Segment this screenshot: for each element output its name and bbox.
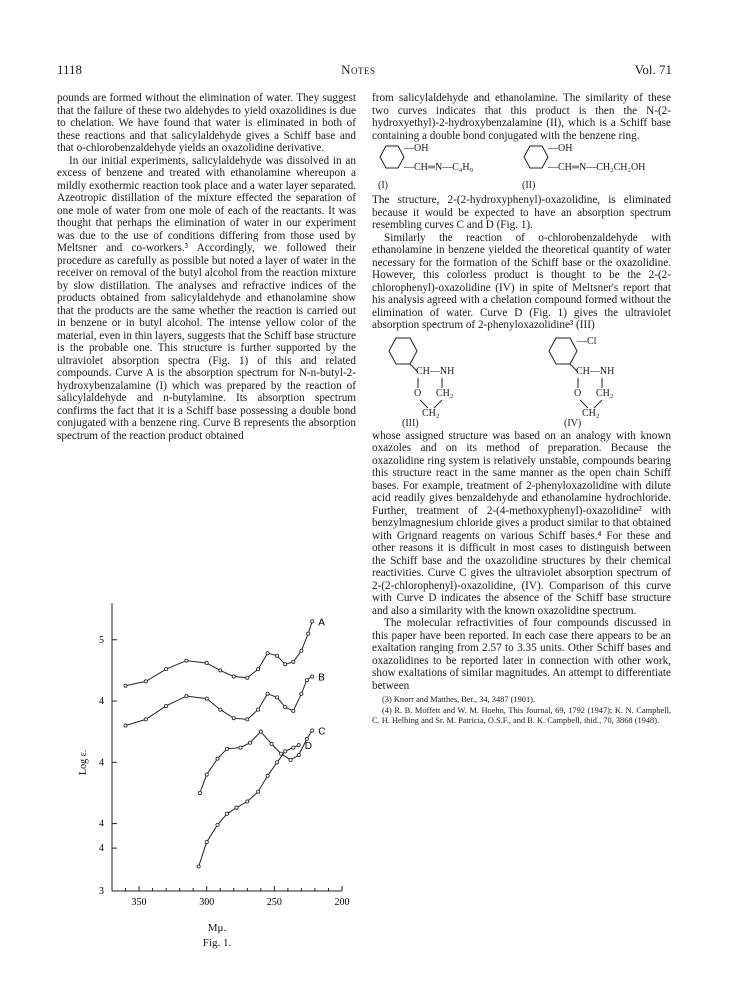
footnote: (3) Knorr and Matthes, Ber., 34, 3487 (1901). xyxy=(382,695,536,704)
data-point-B xyxy=(300,692,303,695)
oh-substituent: —OH xyxy=(404,143,429,154)
data-point-A xyxy=(246,676,249,679)
data-point-C xyxy=(216,757,219,760)
data-point-B xyxy=(144,718,147,721)
data-point-C xyxy=(270,742,273,745)
data-point-B xyxy=(266,692,269,695)
series-label-B: B xyxy=(318,672,325,684)
chain-I: —CH═N—C₄H₉ xyxy=(404,162,474,173)
data-point-A xyxy=(257,668,260,671)
data-point-A xyxy=(284,663,287,666)
data-point-D xyxy=(216,823,219,826)
oh-substituent: —OH xyxy=(548,143,573,154)
data-point-C xyxy=(205,773,208,776)
left-column xyxy=(57,92,356,442)
section-title: Notes xyxy=(341,62,376,77)
y-tick-label: 4 xyxy=(99,696,104,708)
paragraph: Similarly the reaction of o-chlorobenzaldehyde with ethanolamine in benzene yielded the theoretical quantity of water necessary for the formation of the Schiff base or the oxazolidine. However, this colorless product is thought to be the 2-(2-chlorophenyl)-oxazolidine (IV) in spite of Meltsner's report that his analysis agreed with a chelation compound formed without the elimination of water. Curve D (Fig. 1) gives the ultraviolet absorption spectrum of 2-phenyloxazolidine³ (III) xyxy=(372,231,671,331)
paragraph: In our initial experiments, salicylaldehyde was dissolved in an excess of benzene and treated with ethanolamine whereupon a mildly exothermic reaction took place and a water layer separated. Azeotropic distillation of the mixture effected the separation of one mole of water from one mole of each of the reactants. It was thought that perhaps the elimination of water in our experiment was due to the use of conditions differing from those used by Meltsner and co-workers.³ Accordingly, we followed their procedure as carefully as possible but noted a layer of water in the receiver on removal of the butyl alcohol from the reaction mixture by slow distillation. The analyses and refractive indices of the products obtained from salicylaldehyde and ethanolamine show that the products are the same whether the reaction is carried out in benzene or in butyl alcohol. The intense yellow color of the material, even in thin layers, suggests that the Schiff base structure is the probable one. This structure is further supported by the ultraviolet absorption spectra (Fig. 1) of this and related compounds. Curve A is the absorption spectrum for N-n-butyl-2-hydroxybenzalamine (I) which was prepared by the reaction of salicylaldehyde and n-butylamine. Its absorption spectrum confirms the fact that it is a Schiff base possessing a double bond conjugated with a benzene ring. Curve B represents the absorption spectrum of the reaction product obtained xyxy=(57,154,356,442)
series-label-C: C xyxy=(318,726,326,738)
series-label-A: A xyxy=(318,617,325,629)
ring-atoms: CH—NH xyxy=(416,365,455,377)
volume-label: Vol. 71 xyxy=(634,62,672,77)
data-point-A xyxy=(205,661,208,664)
data-point-A xyxy=(266,652,269,655)
data-point-D xyxy=(225,812,228,815)
data-point-C xyxy=(289,758,292,761)
methylene: CH₂ xyxy=(582,407,600,419)
structure-bonds xyxy=(372,332,671,430)
right-column xyxy=(372,92,671,727)
x-tick-label: 250 xyxy=(266,897,282,908)
data-point-D xyxy=(197,865,200,868)
data-point-D xyxy=(297,744,300,747)
curve-C xyxy=(200,731,312,794)
data-point-D xyxy=(284,750,287,753)
data-point-B xyxy=(232,717,235,720)
data-point-B xyxy=(284,706,287,709)
data-point-C xyxy=(305,737,308,740)
data-point-B xyxy=(311,675,314,678)
oxygen-atom: O xyxy=(414,387,422,399)
ring-atoms: CH—NH xyxy=(576,365,615,377)
y-axis-label: Log ε. xyxy=(78,749,89,775)
y-tick-label: 5 xyxy=(99,634,104,646)
data-point-D xyxy=(235,806,238,809)
data-point-B xyxy=(165,704,168,707)
label-III: (III) xyxy=(402,417,419,429)
absorption-spectra-chart xyxy=(72,583,362,938)
curve-D xyxy=(199,745,299,866)
data-point-B xyxy=(185,695,188,698)
footnotes xyxy=(372,695,671,727)
y-tick-label: 4 xyxy=(99,757,104,769)
data-point-D xyxy=(205,840,208,843)
data-point-A xyxy=(232,675,235,678)
data-point-D xyxy=(275,761,278,764)
data-point-D xyxy=(246,800,249,803)
data-point-C xyxy=(198,791,201,794)
x-unit-label: Mμ. xyxy=(207,922,227,934)
paragraph: The structure, 2-(2-hydroxyphenyl)-oxazolidine, is eliminated because it would be expected to have an absorption spectrum resembling curves C and D (Fig. 1). xyxy=(372,194,671,231)
y-tick-label: 4 xyxy=(99,818,104,830)
figure-1 xyxy=(72,583,362,958)
page-number: 1118 xyxy=(57,62,83,77)
data-point-A xyxy=(311,620,314,623)
y-tick-label: 4 xyxy=(99,843,104,855)
paragraph: pounds are formed without the elimination of water. They suggest that the failure of these two aldehydes to yield oxazolidines is due to chelation. We have found that water is eliminated in both of these reactions and that salicylaldehyde gives a Schiff base and that o-chlorobenzaldehyde yields an oxazolidine derivative. xyxy=(57,92,356,154)
data-point-D xyxy=(266,774,269,777)
label-I: (I) xyxy=(378,180,388,191)
data-point-C xyxy=(248,741,251,744)
series-label-D: D xyxy=(304,741,312,753)
paragraph: whose assigned structure was based on an analogy with known oxazoles and on its method of preparation. Because the oxazolidine ring system is relatively unstable, compounds bearing this structure react in the same manner as the open chain Schiff bases. For example, treatment of 2-phenyloxazolidine with dilute acid readily gives benzaldehyde and ethanolamine hydrochloride. Further, treatment of 2-(4-methoxyphenyl)-oxazolidine² with benzylmagnesium chloride gives a product similar to that obtained with Grignard reagents on various Schiff bases.⁴ For these and other reasons it is difficult in most cases to distinguish between the Schiff base and the oxazolidine structures by their chemical reactivities. Curve C gives the ultraviolet absorption spectrum of 2-(2-chlorophenyl)-oxazolidine, (IV). Comparison of this curve with Curve D indicates the absence of the Schiff base structure and also a similarity with the known oxazolidine spectrum. xyxy=(372,429,671,617)
label-II: (II) xyxy=(522,180,536,191)
paragraph: The molecular refractivities of four compounds discussed in this paper have been reported. In each case there appears to be an exaltation ranging from 2.57 to 3.35 units. Other Schiff bases and oxazolidines to be reported later in connection with other work, show exaltations of similar magnitudes. An attempt to differentiate between xyxy=(372,617,671,692)
cl-substituent: —Cl xyxy=(577,335,597,347)
data-point-B xyxy=(275,696,278,699)
data-point-A xyxy=(292,660,295,663)
label-IV: (IV) xyxy=(564,417,582,429)
footnote: (4) R. B. Moffett and W. M. Hoehn, This Journal, 69, 1792 (1947); K. N. Campbell, C. H. Helbing and Sr. M. Patricia, O.S.F., and B. K. Campbell, ibid., 70, 3868 (1948). xyxy=(372,705,671,725)
data-point-C xyxy=(239,746,242,749)
curve-A xyxy=(126,621,313,685)
data-point-B xyxy=(292,709,295,712)
data-point-B xyxy=(246,718,249,721)
methylene: CH₂ xyxy=(422,407,440,419)
data-point-C xyxy=(225,747,228,750)
data-point-C xyxy=(297,753,300,756)
data-point-B xyxy=(219,708,222,711)
data-point-A xyxy=(185,659,188,662)
curve-B xyxy=(126,677,313,726)
data-point-A xyxy=(275,654,278,657)
x-tick-label: 200 xyxy=(334,897,350,908)
data-point-B xyxy=(257,708,260,711)
data-point-B xyxy=(205,697,208,700)
data-point-A xyxy=(219,669,222,672)
structures-I-II xyxy=(372,142,671,194)
data-point-A xyxy=(144,680,147,683)
structures-III-IV xyxy=(372,332,671,430)
y-tick-label: 3 xyxy=(99,886,104,897)
page-header xyxy=(57,62,672,78)
data-point-B xyxy=(124,724,127,727)
chain-II: —CH═N—CH₂CH₂OH xyxy=(548,162,646,173)
data-point-C xyxy=(259,730,262,733)
data-point-A xyxy=(124,684,127,687)
x-tick-label: 350 xyxy=(131,897,147,908)
data-point-A xyxy=(165,668,168,671)
data-point-D xyxy=(257,790,260,793)
oxygen-atom: O xyxy=(574,387,582,399)
methylene: CH₂ xyxy=(436,387,454,399)
x-tick-label: 300 xyxy=(199,897,215,908)
data-point-A xyxy=(307,632,310,635)
figure-caption: Fig. 1. xyxy=(202,937,232,949)
paragraph: from salicylaldehyde and ethanolamine. The similarity of these two curves indicates that this product is then the N-(2-hydroxyethyl)-2-hydroxybenzalamine (II), which is a Schiff base containing a double bond conjugated with the benzene ring. xyxy=(372,92,671,142)
data-point-D xyxy=(292,746,295,749)
data-point-B xyxy=(305,679,308,682)
data-point-A xyxy=(300,649,303,652)
methylene: CH₂ xyxy=(596,387,614,399)
data-point-C xyxy=(311,729,314,732)
